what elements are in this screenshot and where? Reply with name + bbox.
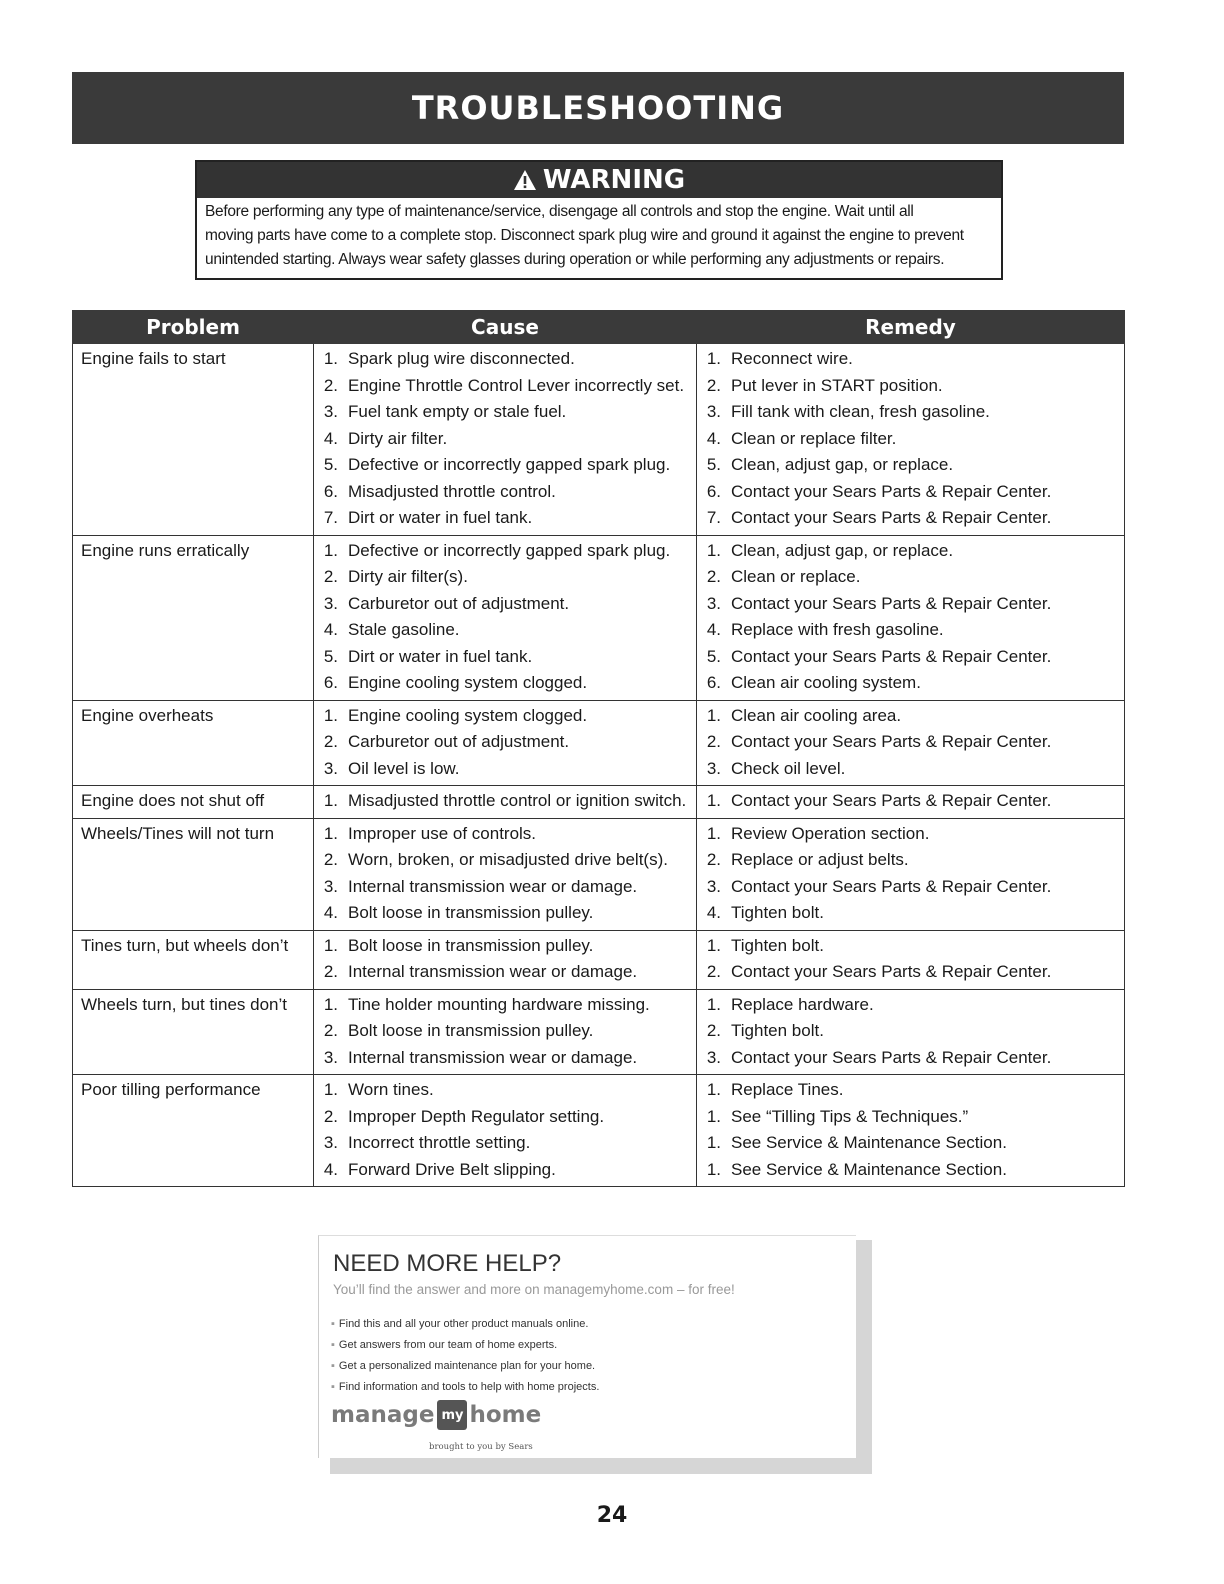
item-number: 2. bbox=[706, 375, 721, 395]
item-number: 1. bbox=[706, 1159, 721, 1179]
remedy-text: Clean air cooling area. bbox=[731, 705, 902, 725]
remedy-text: Contact your Sears Parts & Repair Center. bbox=[731, 1047, 1052, 1067]
list-item bbox=[314, 729, 696, 756]
cause-text: Bolt loose in transmission pulley. bbox=[348, 935, 594, 955]
logo-text-manage: manage bbox=[331, 1402, 435, 1428]
list-item bbox=[697, 874, 1124, 901]
remedy-cell bbox=[697, 344, 1125, 536]
item-number: 1. bbox=[706, 791, 721, 810]
cause-text: Defective or incorrectly gapped spark plug. bbox=[348, 540, 671, 560]
item-number: 4. bbox=[706, 620, 721, 639]
list-item bbox=[331, 1377, 599, 1398]
warning-line: unintended starting. Always wear safety glasses during operation or while performing any adjustments or repairs. bbox=[205, 251, 945, 268]
cause-text: Defective or incorrectly gapped spark plug. bbox=[348, 455, 671, 474]
remedy-text: Contact your Sears Parts & Repair Center. bbox=[731, 646, 1052, 666]
bullet-icon: ▪ bbox=[331, 1339, 335, 1351]
list-item bbox=[314, 933, 696, 960]
list-item bbox=[331, 1335, 599, 1356]
page-title: TROUBLESHOOTING bbox=[411, 89, 785, 127]
list-item bbox=[314, 591, 696, 618]
table-body bbox=[73, 344, 1125, 1187]
bullet-icon: ▪ bbox=[331, 1360, 335, 1372]
help-title: NEED MORE HELP? bbox=[333, 1250, 562, 1277]
list-item bbox=[697, 1104, 1124, 1131]
item-number: 2. bbox=[706, 1021, 721, 1040]
cause-cell bbox=[314, 818, 697, 930]
warning-line: Before performing any type of maintenance/service, disengage all controls and stop the engine. Wait until all bbox=[205, 203, 914, 220]
list-item bbox=[314, 346, 696, 373]
list-item bbox=[314, 452, 696, 479]
item-number: 3. bbox=[706, 1047, 721, 1067]
list-item bbox=[314, 644, 696, 671]
header-cause: Cause bbox=[314, 311, 697, 344]
remedy-text: See Service & Maintenance Section. bbox=[731, 1133, 1007, 1152]
item-number: 7. bbox=[323, 508, 338, 527]
problem-cell: Engine does not shut off bbox=[73, 786, 314, 819]
item-number: 2. bbox=[706, 850, 721, 869]
cause-text: Engine cooling system clogged. bbox=[348, 705, 588, 725]
cause-text: Worn tines. bbox=[348, 1080, 434, 1099]
item-number: 4. bbox=[323, 1159, 338, 1179]
warning-header bbox=[197, 162, 1001, 198]
remedy-text: See “Tilling Tips & Techniques.” bbox=[731, 1106, 969, 1126]
remedy-text: Contact your Sears Parts & Repair Center. bbox=[731, 481, 1052, 501]
cause-text: Tine holder mounting hardware missing. bbox=[348, 994, 650, 1014]
cause-text: Bolt loose in transmission pulley. bbox=[348, 1021, 594, 1040]
list-item bbox=[314, 1018, 696, 1045]
item-number: 3. bbox=[323, 758, 338, 778]
item-number: 6. bbox=[323, 673, 338, 692]
cause-cell bbox=[314, 1075, 697, 1187]
item-number: 2. bbox=[323, 732, 338, 751]
problem-cell: Engine overheats bbox=[73, 700, 314, 786]
item-number: 6. bbox=[706, 481, 721, 501]
item-number: 2. bbox=[706, 567, 721, 586]
remedy-cell bbox=[697, 818, 1125, 930]
header-problem: Problem bbox=[73, 311, 314, 344]
cause-text: Carburetor out of adjustment. bbox=[348, 593, 570, 613]
item-number: 2. bbox=[323, 1106, 338, 1126]
remedy-text: Contact your Sears Parts & Repair Center. bbox=[731, 876, 1052, 896]
problem-cell: Tines turn, but wheels don’t bbox=[73, 930, 314, 989]
item-number: 2. bbox=[323, 962, 338, 981]
table-row bbox=[73, 818, 1125, 930]
list-item bbox=[314, 1130, 696, 1157]
item-number: 1. bbox=[323, 823, 338, 843]
list-item bbox=[314, 399, 696, 426]
remedy-text: Tighten bolt. bbox=[731, 935, 824, 955]
list-item bbox=[697, 670, 1124, 697]
list-item bbox=[314, 788, 696, 815]
list-item bbox=[314, 538, 696, 565]
warning-box bbox=[195, 160, 1003, 280]
remedy-text: Clean, adjust gap, or replace. bbox=[731, 540, 954, 560]
remedy-text: Clean or replace filter. bbox=[731, 428, 897, 448]
problem-cell: Poor tilling performance bbox=[73, 1075, 314, 1187]
cause-cell bbox=[314, 930, 697, 989]
list-item bbox=[697, 373, 1124, 400]
cause-cell bbox=[314, 786, 697, 819]
item-number: 5. bbox=[323, 455, 338, 474]
cause-text: Engine Throttle Control Lever incorrectly set. bbox=[348, 375, 685, 395]
item-number: 3. bbox=[706, 758, 721, 778]
item-number: 1. bbox=[706, 935, 721, 955]
list-item bbox=[697, 1157, 1124, 1184]
item-number: 2. bbox=[323, 850, 338, 869]
remedy-cell bbox=[697, 535, 1125, 700]
item-number: 2. bbox=[323, 1021, 338, 1040]
item-number: 1. bbox=[323, 1080, 338, 1099]
item-number: 3. bbox=[706, 593, 721, 613]
table-row bbox=[73, 700, 1125, 786]
list-item bbox=[697, 959, 1124, 986]
remedy-text: Contact your Sears Parts & Repair Center. bbox=[731, 508, 1052, 527]
remedy-text: Put lever in START position. bbox=[731, 375, 943, 395]
remedy-cell bbox=[697, 700, 1125, 786]
cause-text: Improper Depth Regulator setting. bbox=[348, 1106, 605, 1126]
item-number: 4. bbox=[323, 428, 338, 448]
remedy-text: Contact your Sears Parts & Repair Center. bbox=[731, 962, 1052, 981]
item-number: 5. bbox=[706, 455, 721, 474]
cause-text: Forward Drive Belt slipping. bbox=[348, 1159, 556, 1179]
remedy-text: Contact your Sears Parts & Repair Center. bbox=[731, 593, 1052, 613]
item-number: 5. bbox=[706, 646, 721, 666]
list-item bbox=[314, 1077, 696, 1104]
item-number: 2. bbox=[706, 962, 721, 981]
problem-cell: Wheels turn, but tines don’t bbox=[73, 989, 314, 1075]
remedy-text: Contact your Sears Parts & Repair Center. bbox=[731, 732, 1052, 751]
list-item bbox=[314, 1045, 696, 1072]
list-item bbox=[314, 874, 696, 901]
list-item bbox=[697, 479, 1124, 506]
item-number: 3. bbox=[706, 402, 721, 421]
warning-text bbox=[197, 198, 1001, 272]
managemyhome-logo bbox=[331, 1400, 541, 1430]
list-item bbox=[697, 1018, 1124, 1045]
list-item bbox=[697, 617, 1124, 644]
item-number: 1. bbox=[706, 994, 721, 1014]
help-box-shadow bbox=[330, 1458, 872, 1474]
list-item bbox=[697, 756, 1124, 783]
list-item bbox=[314, 821, 696, 848]
item-number: 4. bbox=[323, 620, 338, 639]
item-number: 3. bbox=[706, 876, 721, 896]
item-number: 2. bbox=[323, 375, 338, 395]
remedy-text: Clean air cooling system. bbox=[731, 673, 921, 692]
remedy-text: Tighten bolt. bbox=[731, 903, 824, 922]
list-item bbox=[697, 729, 1124, 756]
table-row bbox=[73, 535, 1125, 700]
problem-cell: Engine runs erratically bbox=[73, 535, 314, 700]
list-item bbox=[697, 591, 1124, 618]
cause-text: Carburetor out of adjustment. bbox=[348, 732, 570, 751]
remedy-text: Reconnect wire. bbox=[731, 349, 853, 368]
header-remedy: Remedy bbox=[697, 311, 1125, 344]
list-item bbox=[697, 788, 1124, 815]
remedy-text: Check oil level. bbox=[731, 758, 846, 778]
remedy-text: Tighten bolt. bbox=[731, 1021, 824, 1040]
cause-text: Dirty air filter. bbox=[348, 428, 448, 448]
cause-text: Internal transmission wear or damage. bbox=[348, 962, 638, 981]
list-item bbox=[697, 452, 1124, 479]
list-item bbox=[697, 564, 1124, 591]
cause-text: Stale gasoline. bbox=[348, 620, 460, 639]
list-item bbox=[697, 505, 1124, 532]
problem-cell: Wheels/Tines will not turn bbox=[73, 818, 314, 930]
remedy-text: Replace Tines. bbox=[731, 1080, 844, 1099]
bullet-icon: ▪ bbox=[331, 1381, 335, 1393]
logo-text-my: my bbox=[437, 1400, 467, 1430]
remedy-text: Replace or adjust belts. bbox=[731, 850, 909, 869]
list-item bbox=[697, 992, 1124, 1019]
list-item bbox=[314, 373, 696, 400]
list-item bbox=[697, 1077, 1124, 1104]
cause-cell bbox=[314, 344, 697, 536]
item-number: 2. bbox=[706, 732, 721, 751]
cause-cell bbox=[314, 700, 697, 786]
list-item bbox=[314, 1104, 696, 1131]
item-number: 1. bbox=[323, 349, 338, 368]
item-number: 1. bbox=[706, 349, 721, 368]
item-number: 1. bbox=[323, 705, 338, 725]
table-header-row bbox=[73, 311, 1125, 344]
help-subtitle: You’ll find the answer and more on managemyhome.com – for free! bbox=[333, 1282, 735, 1297]
list-item bbox=[697, 538, 1124, 565]
item-number: 1. bbox=[323, 994, 338, 1014]
list-item bbox=[697, 933, 1124, 960]
item-number: 6. bbox=[706, 673, 721, 692]
cause-text: Spark plug wire disconnected. bbox=[348, 349, 575, 368]
item-number: 1. bbox=[706, 1106, 721, 1126]
item-number: 7. bbox=[706, 508, 721, 527]
warning-heading: WARNING bbox=[542, 165, 686, 195]
list-item bbox=[697, 847, 1124, 874]
item-number: 3. bbox=[323, 1133, 338, 1152]
item-number: 3. bbox=[323, 593, 338, 613]
cause-text: Misadjusted throttle control. bbox=[348, 481, 556, 501]
list-item bbox=[314, 564, 696, 591]
table-row bbox=[73, 1075, 1125, 1187]
cause-text: Fuel tank empty or stale fuel. bbox=[348, 402, 567, 421]
table-row bbox=[73, 344, 1125, 536]
remedy-cell bbox=[697, 1075, 1125, 1187]
help-bullet-text: Find information and tools to help with home projects. bbox=[338, 1381, 600, 1393]
logo-tagline: brought to you by Sears bbox=[429, 1442, 533, 1452]
warning-triangle-icon bbox=[513, 169, 537, 191]
list-item bbox=[314, 959, 696, 986]
item-number: 5. bbox=[323, 646, 338, 666]
item-number: 3. bbox=[323, 876, 338, 896]
page-number: 24 bbox=[596, 1503, 628, 1528]
remedy-text: Contact your Sears Parts & Repair Center. bbox=[731, 791, 1052, 810]
list-item bbox=[314, 847, 696, 874]
cause-cell bbox=[314, 989, 697, 1075]
item-number: 3. bbox=[323, 402, 338, 421]
cause-text: Internal transmission wear or damage. bbox=[348, 876, 638, 896]
list-item bbox=[331, 1356, 599, 1377]
item-number: 1. bbox=[323, 935, 338, 955]
help-box-shadow bbox=[856, 1240, 872, 1470]
table-row bbox=[73, 989, 1125, 1075]
list-item bbox=[314, 670, 696, 697]
remedy-text: Replace hardware. bbox=[731, 994, 874, 1014]
cause-text: Internal transmission wear or damage. bbox=[348, 1047, 638, 1067]
item-number: 3. bbox=[323, 1047, 338, 1067]
item-number: 1. bbox=[706, 705, 721, 725]
table-row bbox=[73, 930, 1125, 989]
list-item bbox=[314, 703, 696, 730]
item-number: 1. bbox=[706, 540, 721, 560]
warning-line: moving parts have come to a complete stop. Disconnect spark plug wire and ground it against the engine to prevent bbox=[205, 227, 964, 244]
cause-text: Incorrect throttle setting. bbox=[348, 1133, 531, 1152]
remedy-text: Clean, adjust gap, or replace. bbox=[731, 455, 954, 474]
item-number: 1. bbox=[706, 823, 721, 843]
cause-text: Dirt or water in fuel tank. bbox=[348, 508, 533, 527]
cause-text: Dirt or water in fuel tank. bbox=[348, 646, 533, 666]
list-item bbox=[697, 900, 1124, 927]
remedy-text: Review Operation section. bbox=[731, 823, 930, 843]
cause-text: Worn, broken, or misadjusted drive belt(s). bbox=[348, 850, 668, 869]
list-item bbox=[697, 1130, 1124, 1157]
item-number: 1. bbox=[323, 540, 338, 560]
item-number: 1. bbox=[706, 1080, 721, 1099]
help-bullet-text: Get a personalized maintenance plan for your home. bbox=[338, 1360, 596, 1372]
logo-text-home: home bbox=[469, 1402, 542, 1428]
help-bullet-text: Find this and all your other product manuals online. bbox=[338, 1318, 589, 1330]
bullet-icon: ▪ bbox=[331, 1318, 335, 1330]
list-item bbox=[697, 399, 1124, 426]
item-number: 6. bbox=[323, 481, 338, 501]
page-title-bar bbox=[72, 72, 1124, 144]
remedy-text: See Service & Maintenance Section. bbox=[731, 1159, 1007, 1179]
list-item bbox=[697, 1045, 1124, 1072]
remedy-cell bbox=[697, 930, 1125, 989]
cause-text: Misadjusted throttle control or ignition switch. bbox=[348, 791, 687, 810]
troubleshooting-table bbox=[72, 310, 1125, 1187]
cause-text: Bolt loose in transmission pulley. bbox=[348, 903, 594, 922]
problem-cell: Engine fails to start bbox=[73, 344, 314, 536]
table-row bbox=[73, 786, 1125, 819]
cause-text: Improper use of controls. bbox=[348, 823, 537, 843]
list-item bbox=[697, 346, 1124, 373]
list-item bbox=[697, 821, 1124, 848]
remedy-text: Replace with fresh gasoline. bbox=[731, 620, 944, 639]
list-item bbox=[314, 992, 696, 1019]
help-bullet-text: Get answers from our team of home experts. bbox=[338, 1339, 558, 1351]
list-item bbox=[697, 426, 1124, 453]
list-item bbox=[314, 756, 696, 783]
item-number: 4. bbox=[706, 903, 721, 922]
cause-text: Dirty air filter(s). bbox=[348, 567, 468, 586]
item-number: 2. bbox=[323, 567, 338, 586]
item-number: 1. bbox=[706, 1133, 721, 1152]
cause-cell bbox=[314, 535, 697, 700]
remedy-text: Fill tank with clean, fresh gasoline. bbox=[731, 402, 990, 421]
list-item bbox=[314, 479, 696, 506]
cause-text: Oil level is low. bbox=[348, 758, 460, 778]
remedy-cell bbox=[697, 786, 1125, 819]
item-number: 1. bbox=[323, 791, 338, 810]
need-more-help-box bbox=[318, 1235, 856, 1458]
item-number: 4. bbox=[323, 903, 338, 922]
remedy-cell bbox=[697, 989, 1125, 1075]
list-item bbox=[697, 703, 1124, 730]
cause-text: Engine cooling system clogged. bbox=[348, 673, 588, 692]
list-item bbox=[697, 644, 1124, 671]
help-bullet-list bbox=[331, 1314, 599, 1398]
list-item bbox=[314, 900, 696, 927]
item-number: 4. bbox=[706, 428, 721, 448]
list-item bbox=[314, 617, 696, 644]
list-item bbox=[314, 505, 696, 532]
remedy-text: Clean or replace. bbox=[731, 567, 861, 586]
list-item bbox=[314, 426, 696, 453]
list-item bbox=[314, 1157, 696, 1184]
list-item bbox=[331, 1314, 599, 1335]
